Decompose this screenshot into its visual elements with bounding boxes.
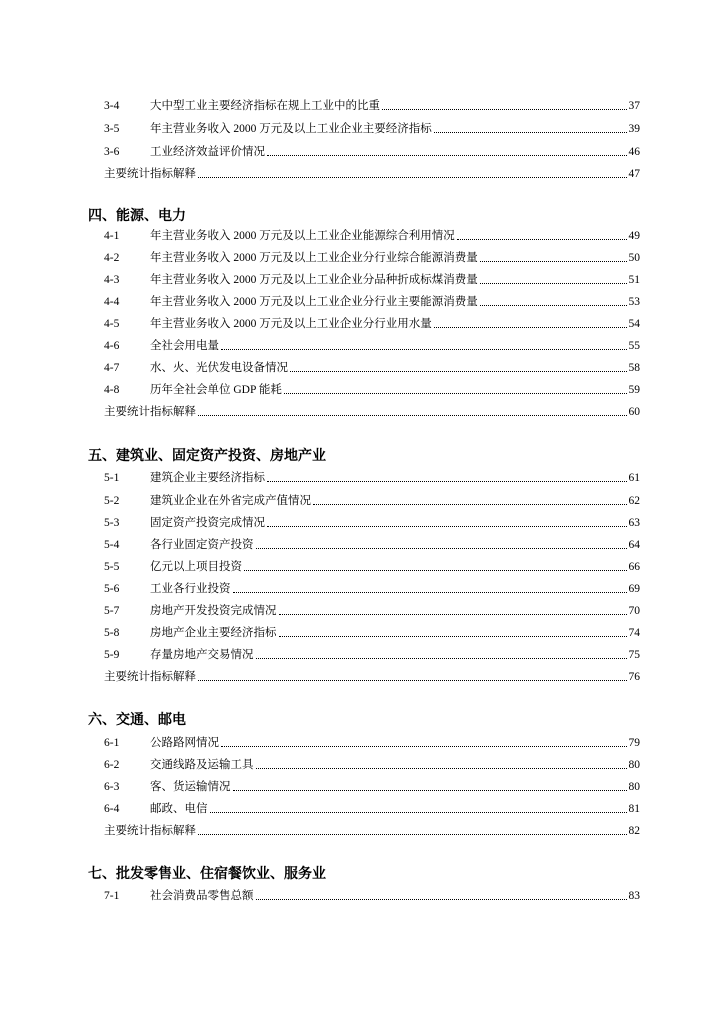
toc-entry-notes[interactable]	[104, 666, 640, 684]
entry-page-number: 83	[628, 890, 640, 902]
entry-title: 年主营业务收入 2000 万元及以上工业企业分品种折成标煤消费量	[150, 274, 478, 286]
toc-entry[interactable]	[104, 644, 640, 662]
entry-title: 亿元以上项目投资	[150, 561, 242, 573]
dot-leader	[256, 899, 627, 900]
entry-number: 3-4	[104, 100, 120, 112]
entry-title: 主要统计指标解释	[104, 671, 196, 683]
toc-entry[interactable]	[104, 379, 640, 397]
dot-leader	[457, 239, 627, 240]
entry-title: 主要统计指标解释	[104, 406, 196, 418]
dot-leader	[434, 327, 627, 328]
entry-number: 6-2	[104, 759, 120, 771]
dot-leader	[221, 746, 627, 747]
section-heading: 六、交通、邮电	[88, 712, 186, 728]
entry-number: 4-6	[104, 340, 120, 352]
entry-title: 存量房地产交易情况	[150, 649, 254, 661]
entry-page-number: 46	[628, 146, 640, 158]
dot-leader	[382, 109, 627, 110]
entry-title: 房地产企业主要经济指标	[150, 627, 277, 639]
entry-title: 主要统计指标解释	[104, 825, 196, 837]
dot-leader	[256, 768, 627, 769]
entry-title: 主要统计指标解释	[104, 168, 196, 180]
entry-number: 4-2	[104, 252, 120, 264]
entry-number: 5-3	[104, 517, 120, 529]
dot-leader	[279, 614, 627, 615]
entry-number: 5-9	[104, 649, 120, 661]
entry-title: 水、火、光伏发电设备情况	[150, 362, 288, 374]
entry-page-number: 66	[628, 561, 640, 573]
toc-entry[interactable]	[104, 313, 640, 331]
dot-leader	[480, 305, 627, 306]
dot-leader	[256, 548, 627, 549]
entry-title: 全社会用电量	[150, 340, 219, 352]
entry-page-number: 64	[628, 539, 640, 551]
dot-leader	[198, 177, 627, 178]
entry-title: 建筑企业主要经济指标	[150, 472, 265, 484]
entry-page-number: 80	[628, 759, 640, 771]
entry-number: 6-3	[104, 781, 120, 793]
dot-leader	[210, 812, 627, 813]
entry-page-number: 75	[628, 649, 640, 661]
toc-entry[interactable]	[104, 556, 640, 574]
entry-page-number: 80	[628, 781, 640, 793]
entry-title: 交通线路及运输工具	[150, 759, 254, 771]
entry-number: 5-8	[104, 627, 120, 639]
toc-entry[interactable]	[104, 467, 640, 485]
entry-page-number: 74	[628, 627, 640, 639]
dot-leader	[198, 834, 627, 835]
entry-title: 公路路网情况	[150, 737, 219, 749]
toc-entry[interactable]	[104, 141, 640, 159]
entry-title: 年主营业务收入 2000 万元及以上工业企业分行业用水量	[150, 318, 432, 330]
entry-number: 4-1	[104, 230, 120, 242]
toc-entry[interactable]	[104, 357, 640, 375]
entry-page-number: 49	[628, 230, 640, 242]
dot-leader	[279, 636, 627, 637]
entry-title: 建筑业企业在外省完成产值情况	[150, 495, 311, 507]
entry-title: 年主营业务收入 2000 万元及以上工业企业能源综合利用情况	[150, 230, 455, 242]
toc-entry[interactable]	[104, 490, 640, 508]
entry-title: 历年全社会单位 GDP 能耗	[150, 384, 282, 396]
toc-entry-notes[interactable]	[104, 820, 640, 838]
entry-title: 各行业固定资产投资	[150, 539, 254, 551]
entry-title: 年主营业务收入 2000 万元及以上工业企业主要经济指标	[150, 123, 432, 135]
dot-leader	[284, 393, 627, 394]
entry-number: 4-3	[104, 274, 120, 286]
entry-page-number: 70	[628, 605, 640, 617]
entry-title: 年主营业务收入 2000 万元及以上工业企业分行业综合能源消费量	[150, 252, 478, 264]
entry-page-number: 51	[628, 274, 640, 286]
entry-page-number: 69	[628, 583, 640, 595]
dot-leader	[233, 592, 627, 593]
entry-page-number: 82	[628, 825, 640, 837]
dot-leader	[267, 481, 627, 482]
entry-page-number: 50	[628, 252, 640, 264]
entry-page-number: 60	[628, 406, 640, 418]
toc-entry[interactable]	[104, 885, 640, 903]
entry-number: 7-1	[104, 890, 120, 902]
toc-entry[interactable]	[104, 269, 640, 287]
entry-title: 年主营业务收入 2000 万元及以上工业企业分行业主要能源消费量	[150, 296, 478, 308]
entry-number: 3-5	[104, 123, 120, 135]
entry-page-number: 39	[628, 123, 640, 135]
entry-number: 5-1	[104, 472, 120, 484]
toc-entry[interactable]	[104, 776, 640, 794]
toc-entry[interactable]	[104, 247, 640, 265]
entry-number: 5-5	[104, 561, 120, 573]
entry-page-number: 63	[628, 517, 640, 529]
toc-entry[interactable]	[104, 578, 640, 596]
section-heading: 五、建筑业、固定资产投资、房地产业	[88, 448, 326, 464]
toc-entry[interactable]	[104, 622, 640, 640]
entry-number: 4-7	[104, 362, 120, 374]
section-heading: 四、能源、电力	[88, 208, 186, 224]
toc-entry[interactable]	[104, 732, 640, 750]
entry-number: 4-4	[104, 296, 120, 308]
dot-leader	[198, 415, 627, 416]
entry-page-number: 55	[628, 340, 640, 352]
dot-leader	[221, 349, 627, 350]
toc-entry[interactable]	[104, 754, 640, 772]
entry-title: 工业经济效益评价情况	[150, 146, 265, 158]
entry-page-number: 37	[628, 100, 640, 112]
entry-page-number: 79	[628, 737, 640, 749]
entry-page-number: 62	[628, 495, 640, 507]
toc-entry[interactable]	[104, 225, 640, 243]
dot-leader	[267, 155, 627, 156]
entry-page-number: 81	[628, 803, 640, 815]
entry-title: 邮政、电信	[150, 803, 208, 815]
entry-page-number: 47	[628, 168, 640, 180]
dot-leader	[233, 790, 627, 791]
entry-title: 大中型工业主要经济指标在规上工业中的比重	[150, 100, 380, 112]
entry-title: 固定资产投资完成情况	[150, 517, 265, 529]
entry-page-number: 54	[628, 318, 640, 330]
entry-title: 房地产开发投资完成情况	[150, 605, 277, 617]
dot-leader	[244, 570, 627, 571]
toc-entry[interactable]	[104, 95, 640, 113]
toc-entry[interactable]	[104, 335, 640, 353]
section-heading: 七、批发零售业、住宿餐饮业、服务业	[88, 866, 326, 882]
toc-entry[interactable]	[104, 291, 640, 309]
entry-page-number: 58	[628, 362, 640, 374]
dot-leader	[267, 526, 627, 527]
dot-leader	[313, 504, 627, 505]
dot-leader	[480, 283, 627, 284]
entry-page-number: 53	[628, 296, 640, 308]
entry-number: 5-6	[104, 583, 120, 595]
entry-page-number: 76	[628, 671, 640, 683]
toc-entry-notes[interactable]	[104, 163, 640, 181]
dot-leader	[290, 371, 627, 372]
entry-number: 4-8	[104, 384, 120, 396]
entry-title: 工业各行业投资	[150, 583, 231, 595]
toc-entry[interactable]	[104, 512, 640, 530]
entry-number: 3-6	[104, 146, 120, 158]
entry-title: 客、货运输情况	[150, 781, 231, 793]
entry-number: 6-4	[104, 803, 120, 815]
entry-number: 6-1	[104, 737, 120, 749]
toc-entry[interactable]	[104, 600, 640, 618]
entry-page-number: 61	[628, 472, 640, 484]
toc-entry[interactable]	[104, 798, 640, 816]
dot-leader	[256, 658, 627, 659]
toc-entry[interactable]	[104, 534, 640, 552]
dot-leader	[198, 680, 627, 681]
entry-number: 4-5	[104, 318, 120, 330]
toc-entry[interactable]	[104, 118, 640, 136]
entry-number: 5-4	[104, 539, 120, 551]
toc-entry-notes[interactable]	[104, 401, 640, 419]
entry-number: 5-7	[104, 605, 120, 617]
dot-leader	[480, 261, 627, 262]
dot-leader	[434, 132, 627, 133]
entry-page-number: 59	[628, 384, 640, 396]
entry-title: 社会消费品零售总额	[150, 890, 254, 902]
entry-number: 5-2	[104, 495, 120, 507]
